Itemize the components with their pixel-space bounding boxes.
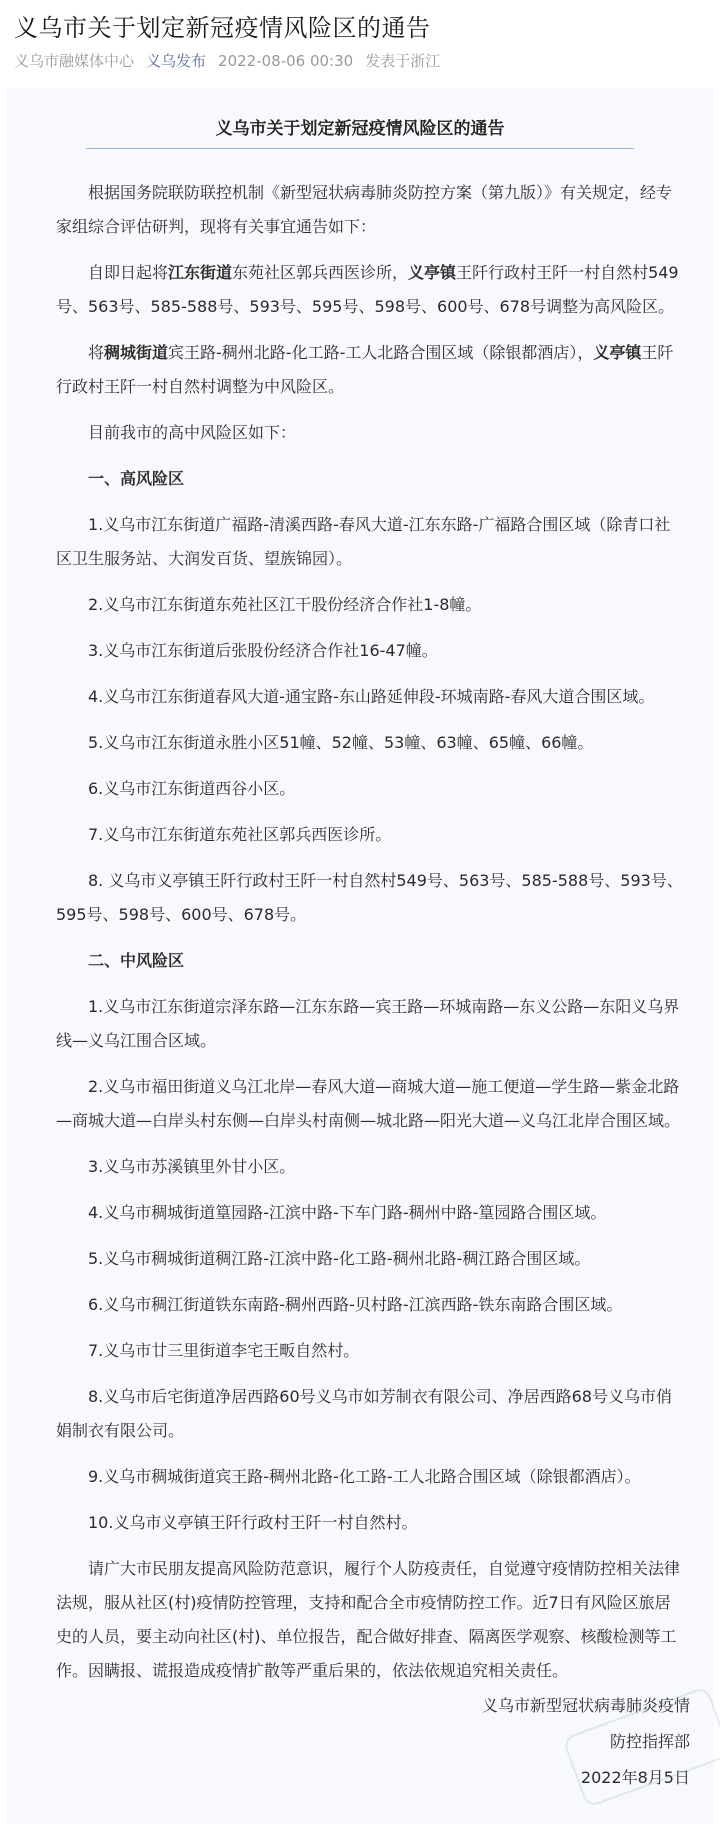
high-risk-list <box>56 508 686 932</box>
signature-org: 义乌市新型冠状病毒肺炎疫情 <box>481 1696 690 1715</box>
publish-time: 2022-08-06 00:30 <box>218 51 354 70</box>
adjust-mid-paragraph: 将稠城街道宾王路-稠州北路-化工路-工人北路合围区域（除银都酒店），义亭镇王阡行政村王阡一村自然村调整为中风险区。 <box>56 343 674 396</box>
mid-risk-heading: 二、中风险区 <box>88 951 185 970</box>
signature-dept: 防控指挥部 <box>609 1732 690 1751</box>
article-meta <box>14 50 440 71</box>
signature-date: 2022年8月5日 <box>580 1768 690 1787</box>
notice-panel <box>6 88 714 1824</box>
mid-risk-item: 1.义乌市江东街道宗泽东路—江东东路—宾王路—环城南路—东义公路—东阳义乌界线—义乌江围合区域。 <box>56 997 680 1050</box>
mid-risk-item: 6.义乌市稠江街道铁东南路-稠州西路-贝村路-江滨西路-铁东南路合围区域。 <box>88 1295 623 1314</box>
article-title: 义乌市关于划定新冠疫情风险区的通告 <box>14 14 431 42</box>
mid-risk-item: 5.义乌市稠城街道稠江路-江滨中路-化工路-稠州北路-稠江路合围区域。 <box>88 1249 591 1268</box>
mid-risk-item: 10.义乌市义亭镇王阡行政村王阡一村自然村。 <box>88 1513 418 1532</box>
mid-risk-item: 7.义乌市廿三里街道李宅王畈自然村。 <box>88 1341 360 1360</box>
closing-paragraph: 请广大市民朋友提高风险防范意识，履行个人防疫责任，自觉遵守疫情防控相关法律法规，服从社区(村)疫情防控管理，支持和配合全市疫情防控工作。近7日有风险区旅居史的人员，要主动向社区(村)、单位报告，配合做好排查、隔离医学观察、核酸检测等工作。因瞒报、谎报造成疫情扩散等严重后果的，依法依规追究相关责任。 <box>56 1559 681 1680</box>
notice-body <box>56 176 686 1700</box>
high-risk-item: 5.义乌市江东街道永胜小区51幢、52幢、53幢、63幢、65幢、66幢。 <box>88 733 594 752</box>
notice-title: 义乌市关于划定新冠疫情风险区的通告 <box>215 119 505 139</box>
publish-location: 发表于浙江 <box>365 52 441 70</box>
high-risk-heading: 一、高风险区 <box>88 469 185 488</box>
high-risk-item: 3.义乌市江东街道后张股份经济合作社16-47幢。 <box>88 641 438 660</box>
source-name: 义乌市融媒体中心 <box>14 52 135 70</box>
mid-risk-list <box>56 990 686 1540</box>
high-risk-item: 7.义乌市江东街道东苑社区郭兵西医诊所。 <box>88 825 392 844</box>
high-risk-item: 8. 义乌市义亭镇王阡行政村王阡一村自然村549号、563号、585-588号、593号、595号、598号、600号、678号。 <box>56 871 683 924</box>
highlight-yiting: 义亭镇 <box>408 263 457 282</box>
list-intro: 目前我市的高中风险区如下： <box>88 423 297 442</box>
high-risk-item: 2.义乌市江东街道东苑社区江干股份经济合作社1-8幢。 <box>88 595 482 614</box>
high-risk-item: 6.义乌市江东街道西谷小区。 <box>88 779 296 798</box>
mid-risk-item: 2.义乌市福田街道义乌江北岸—春风大道—商城大道—施工便道—学生路—紫金北路—商城大道—白岸头村东侧—白岸头村南侧—城北路—阳光大道—义乌江北岸合围区域。 <box>56 1077 681 1130</box>
high-risk-item: 4.义乌市江东街道春风大道-通宝路-东山路延伸段-环城南路-春风大道合围区域。 <box>88 687 655 706</box>
adjust-high-paragraph: 自即日起将江东街道东苑社区郭兵西医诊所，义亭镇王阡行政村王阡一村自然村549号、563号、585-588号、593号、595号、598号、600号、678号调整为高风险区。 <box>56 263 679 316</box>
highlight-jiangdong: 江东街道 <box>168 263 233 282</box>
mid-risk-item: 3.义乌市苏溪镇里外甘小区。 <box>88 1157 296 1176</box>
intro-paragraph: 根据国务院联防联控机制《新型冠状病毒肺炎防控方案（第九版）》有关规定，经专家组综合评估研判，现将有关事宜通告如下： <box>56 183 673 236</box>
mid-risk-item: 8.义乌市后宅街道净居西路60号义乌市如芳制衣有限公司、净居西路68号义乌市俏娟制衣有限公司。 <box>56 1387 672 1440</box>
highlight-choucheng: 稠城街道 <box>104 343 169 362</box>
mid-risk-item: 9.义乌市稠城街道宾王路-稠州北路-化工路-工人北路合围区域（除银都酒店）。 <box>88 1467 641 1486</box>
title-divider <box>86 148 634 149</box>
mid-risk-item: 4.义乌市稠城街道篁园路-江滨中路-下车门路-稠州中路-篁园路合围区域。 <box>88 1203 607 1222</box>
highlight-yiting-2: 义亭镇 <box>593 343 642 362</box>
high-risk-item: 1.义乌市江东街道广福路-清溪西路-春风大道-江东东路-广福路合围区域（除青口社区卫生服务站、大润发百货、望族锦园）。 <box>56 515 671 568</box>
account-link[interactable]: 义乌发布 <box>146 52 207 70</box>
